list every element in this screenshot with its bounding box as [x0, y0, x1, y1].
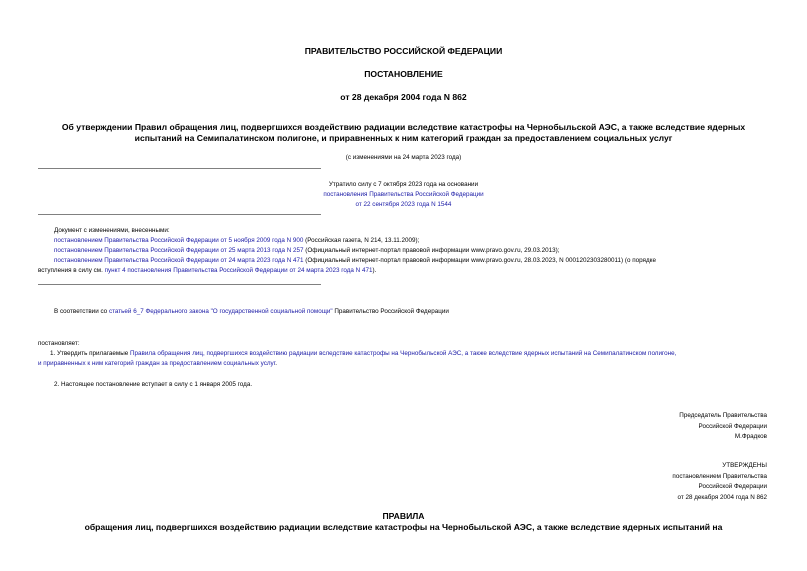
- change-link[interactable]: постановлением Правительства Российской Федерации от 25 марта 2013 года N 257: [54, 247, 304, 254]
- divider-1: [38, 168, 321, 169]
- change-item: постановлением Правительства Российской Федерации от 5 ноября 2009 года N 900 (Российская газета, N 214, 13.11.2009);: [54, 237, 420, 244]
- change-link[interactable]: постановлением Правительства Российской Федерации от 5 ноября 2009 года N 900: [54, 237, 304, 244]
- change-link[interactable]: постановлением Правительства Российской Федерации от 24 марта 2023 года N 471: [54, 257, 304, 264]
- approved-line: постановлением Правительства: [672, 472, 767, 480]
- signature-line: Председатель Правительства: [679, 412, 767, 419]
- rules-subtitle: обращения лиц, подвергшихся воздействию радиации вследствие катастрофы на Чернобыльской АЭС, а также вследствие ядерных испытаний на: [84, 522, 723, 532]
- approved-line: Российской Федерации: [698, 483, 767, 490]
- paragraph-1: 1. Утвердить прилагаемые Правила обращения лиц, подвергшихся воздействию радиации вследствие катастрофы на Чернобыльской АЭС, а также вследствие ядерных испытаний на Семипалатинском полигоне,: [50, 350, 677, 357]
- repeal-note: Утратило силу с 7 октября 2023 года на основании: [328, 181, 479, 188]
- document-date-number: от 28 декабря 2004 года N 862: [340, 92, 467, 102]
- signature-line: Российской Федерации: [698, 422, 767, 430]
- document-title-line-1: Об утверждении Правил обращения лиц, подвергшихся воздействию радиации вследствие катастрофы на Чернобыльской АЭС, а также вследствие ядерных: [61, 122, 746, 132]
- paragraph-1-continuation: и приравненных к ним категорий граждан за предоставлением социальных услуг.: [38, 360, 277, 367]
- repeal-link-line-2[interactable]: от 22 сентября 2023 года N 1544: [355, 201, 452, 208]
- approved-block: [672, 461, 767, 503]
- approved-line: от 28 декабря 2004 года N 862: [677, 493, 767, 501]
- change-link[interactable]: пункт 4 постановления Правительства Российской Федерации от 24 марта 2023 года N 471: [104, 267, 373, 274]
- document-title-line-2: испытаний на Семипалатинском полигоне, и приравненных к ним категорий граждан за предоставлением социальных услуг: [134, 133, 673, 143]
- document-type: ПОСТАНОВЛЕНИЕ: [364, 69, 443, 79]
- government-name: ПРАВИТЕЛЬСТВО РОССИЙСКОЙ ФЕДЕРАЦИИ: [304, 46, 503, 56]
- signature-name: М.Фрадков: [734, 433, 767, 440]
- rules-link[interactable]: и приравненных к ним категорий граждан за предоставлением социальных услуг: [38, 360, 276, 367]
- paragraph-2: 2. Настоящее постановление вступает в силу с 1 января 2005 года.: [54, 381, 253, 388]
- changes-intro: Документ с изменениями, внесенными:: [54, 227, 170, 234]
- divider-2: [38, 214, 321, 215]
- rules-title: ПРАВИЛА: [382, 511, 425, 521]
- law-link[interactable]: статьей 6_7 Федерального закона "О государственной социальной помощи": [108, 308, 333, 315]
- change-item: постановлением Правительства Российской Федерации от 25 марта 2013 года N 257 (Официальный интернет-портал правовой информации www.pravo.gov.ru, 29.03.2013);: [54, 247, 560, 254]
- amendment-note: (с изменениями на 24 марта 2023 года): [345, 154, 462, 161]
- repeal-link-line-1[interactable]: постановления Правительства Российской Федерации: [323, 191, 484, 198]
- divider-3: [38, 284, 321, 285]
- signature-block: [679, 411, 767, 443]
- change-item-continuation: вступления в силу см. пункт 4 постановления Правительства Российской Федерации от 24 марта 2023 года N 471).: [38, 267, 377, 274]
- approved-line: УТВЕРЖДЕНЫ: [722, 462, 767, 469]
- change-item: постановлением Правительства Российской Федерации от 24 марта 2023 года N 471 (Официальный интернет-портал правовой информации www.pravo.gov.ru, 28.03.2023, N 0001202303280011) (о порядке: [54, 257, 656, 264]
- legal-basis: В соответствии со статьей 6_7 Федерального закона "О государственной социальной помощи" Правительство Российской Федерации: [54, 308, 449, 315]
- decides-word: постановляет:: [38, 340, 80, 347]
- rules-link[interactable]: Правила обращения лиц, подвергшихся воздействию радиации вследствие катастрофы на Чернобыльской АЭС, а также вследствие ядерных испытаний на Семипалатинском полигоне,: [130, 350, 677, 357]
